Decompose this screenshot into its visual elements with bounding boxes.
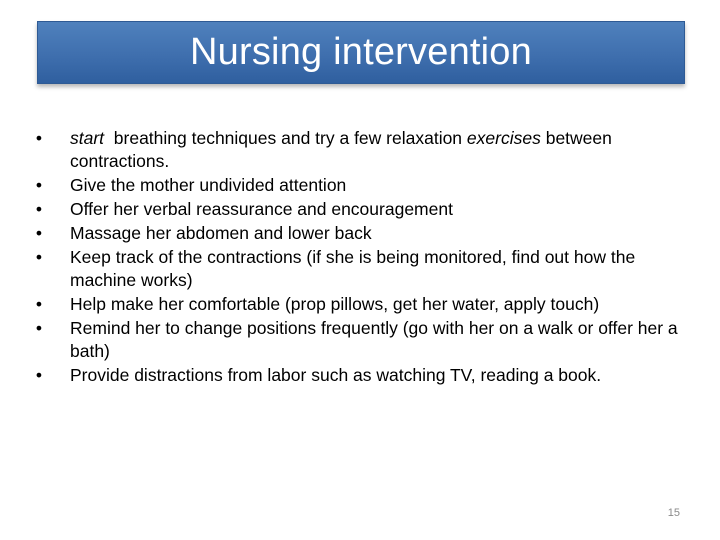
bullet-text: Help make her comfortable (prop pillows, get her water, apply touch) bbox=[70, 294, 600, 314]
bullet-marker: • bbox=[35, 128, 43, 148]
bullet-marker: • bbox=[35, 247, 43, 267]
bullet-marker: • bbox=[35, 294, 43, 314]
bullet-text-italic: exercises bbox=[466, 128, 541, 148]
bullet-text: Keep track of the contractions (if she is being monitored, find out how the machine works) bbox=[70, 247, 636, 290]
list-item bbox=[33, 293, 693, 316]
bullet-text: Provide distractions from labor such as watching TV, reading a book. bbox=[70, 365, 602, 385]
bullet-marker: • bbox=[35, 318, 43, 338]
bullet-marker: • bbox=[35, 199, 43, 219]
bullet-list bbox=[33, 127, 693, 388]
list-item bbox=[33, 222, 693, 245]
bullet-marker: • bbox=[35, 365, 43, 385]
bullet-text: Massage her abdomen and lower back bbox=[70, 223, 372, 243]
slide-title-bar bbox=[37, 21, 685, 84]
list-item bbox=[33, 198, 693, 221]
list-item bbox=[33, 174, 693, 197]
bullet-text-italic: start bbox=[70, 128, 105, 148]
list-item bbox=[33, 364, 693, 387]
bullet-marker: • bbox=[35, 223, 43, 243]
list-item bbox=[33, 317, 693, 363]
bullet-text: Give the mother undivided attention bbox=[70, 175, 347, 195]
bullet-text: breathing techniques and try a few relaxation bbox=[104, 128, 467, 148]
bullet-text: Remind her to change positions frequently (go with her on a walk or offer her a bath) bbox=[70, 318, 678, 361]
bullet-text: Offer her verbal reassurance and encouragement bbox=[70, 199, 453, 219]
page-number: 15 bbox=[667, 507, 680, 519]
list-item bbox=[33, 127, 693, 173]
bullet-text: between contractions. bbox=[70, 128, 612, 171]
list-item bbox=[33, 246, 693, 292]
bullet-marker: • bbox=[35, 175, 43, 195]
slide-title: Nursing intervention bbox=[190, 30, 532, 73]
